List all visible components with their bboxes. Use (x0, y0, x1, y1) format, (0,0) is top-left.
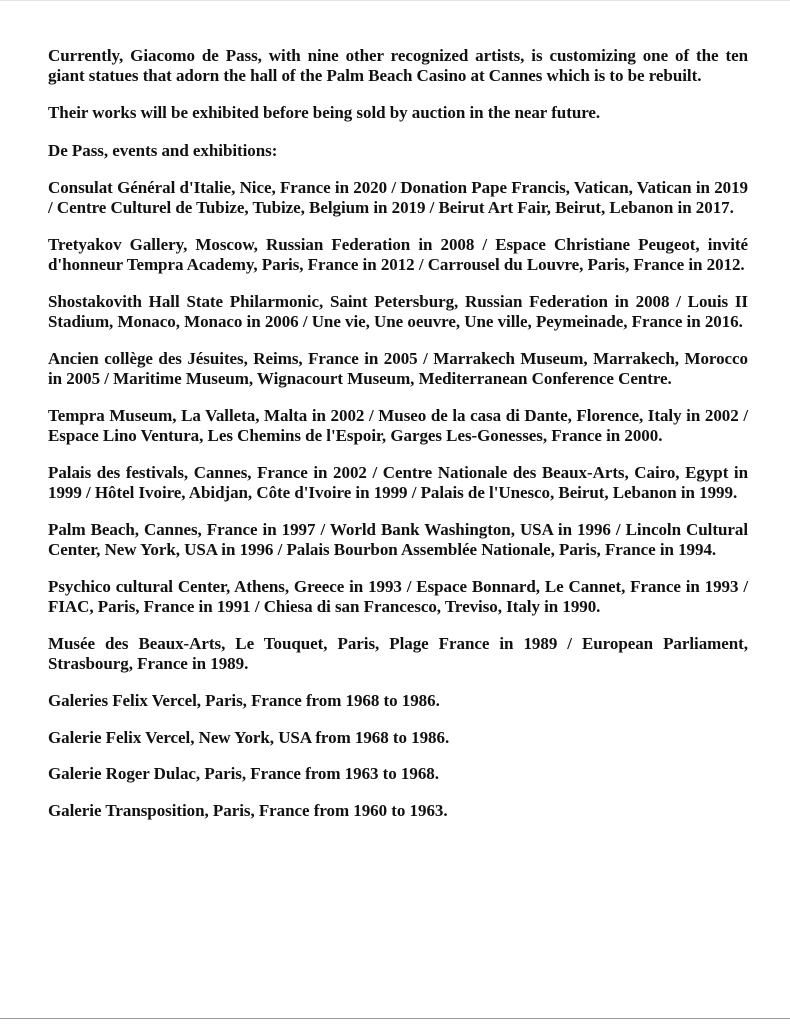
gallery-line: Galerie Transposition, Paris, France from 1960 to 1963. (48, 800, 448, 820)
exhibition-paragraph: Tempra Museum, La Valleta, Malta in 2002 / Museo de la casa di Dante, Florence, Italy in 2002 / Espace Lino Ventura, Les Chemins de l'Espoir, Garges Les-Gonesses, France in 2000. (48, 406, 748, 445)
document-body (48, 46, 748, 837)
exhibition-paragraph: Consulat Général d'Italie, Nice, France in 2020 / Donation Pape Francis, Vatican, Vatican in 2019 / Centre Culturel de Tubize, Tubize, Belgium in 2019 / Beirut Art Fair, Beirut, Lebanon in 2017. (48, 178, 748, 217)
auction-paragraph: Their works will be exhibited before being sold by auction in the near future. (48, 103, 601, 122)
exhibition-paragraph: Musée des Beaux-Arts, Le Touquet, Paris, Plage France in 1989 / European Parliament, Strasbourg, France in 1989. (48, 634, 748, 673)
exhibition-paragraph: Psychico cultural Center, Athens, Greece in 1993 / Espace Bonnard, Le Cannet, France in 1993 / FIAC, Paris, France in 1991 / Chiesa di san Francesco, Treviso, Italy in 1990. (48, 577, 748, 616)
exhibition-paragraph: Palm Beach, Cannes, France in 1997 / World Bank Washington, USA in 1996 / Lincoln Cultural Center, New York, USA in 1996 / Palais Bourbon Assemblée Nationale, Paris, France in 1994. (48, 520, 748, 559)
exhibition-paragraph: Palais des festivals, Cannes, France in 2002 / Centre Nationale des Beaux-Arts, Cairo, Egypt in 1999 / Hôtel Ivoire, Abidjan, Côte d'Ivoire in 1999 / Palais de l'Unesco, Beirut, Lebanon in 1999. (48, 463, 748, 502)
exhibition-paragraph: Tretyakov Gallery, Moscow, Russian Federation in 2008 / Espace Christiane Peugeot, invité d'honneur Tempra Academy, Paris, France in 2012 / Carrousel du Louvre, Paris, France in 2012. (48, 235, 748, 274)
exhibition-paragraph: Ancien collège des Jésuites, Reims, France in 2005 / Marrakech Museum, Marrakech, Morocco in 2005 / Maritime Museum, Wignacourt Museum, Mediterranean Conference Centre. (48, 349, 748, 388)
bottom-edge-line (0, 1018, 790, 1019)
intro-paragraph: Currently, Giacomo de Pass, with nine other recognized artists, is customizing one of the ten giant statues that adorn the hall of the Palm Beach Casino at Cannes which is to be rebuilt. (48, 46, 748, 85)
top-edge-line (0, 0, 790, 1)
section-heading: De Pass, events and exhibitions: (48, 140, 278, 160)
exhibition-paragraph: Shostakovith Hall State Philarmonic, Saint Petersburg, Russian Federation in 2008 / Louis II Stadium, Monaco, Monaco in 2006 / Une vie, Une oeuvre, Une ville, Peymeinade, France in 2016. (48, 292, 748, 331)
gallery-line: Galeries Felix Vercel, Paris, France from 1968 to 1986. (48, 691, 440, 710)
gallery-line: Galerie Roger Dulac, Paris, France from 1963 to 1968. (48, 764, 439, 783)
gallery-line: Galerie Felix Vercel, New York, USA from 1968 to 1986. (48, 727, 450, 747)
